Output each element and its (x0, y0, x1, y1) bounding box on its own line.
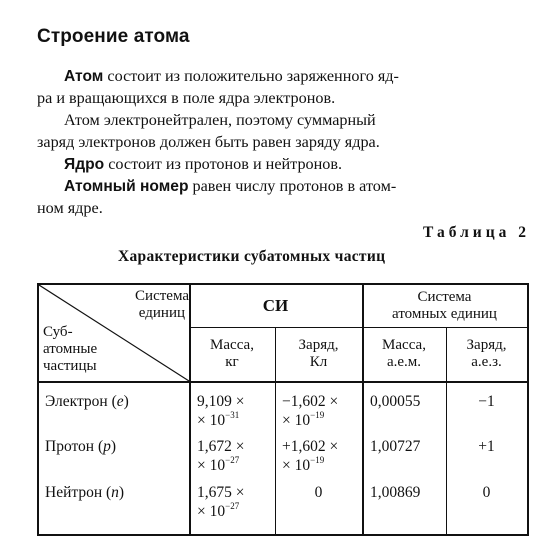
proton-mass-si (197, 437, 275, 475)
table-row-neutron (45, 483, 189, 502)
corner-particles-a: Суб- (43, 324, 73, 340)
term-atom: Атом (64, 68, 104, 85)
corner-particles-c: частицы (43, 358, 97, 374)
paragraph-neutral (37, 110, 527, 153)
particle-symbol: e (116, 393, 124, 410)
page-heading: Строение атома (37, 26, 190, 47)
value-mantissa: 9,109 × (197, 393, 245, 410)
proton-charge-si (282, 437, 362, 475)
neutron-charge-au: 0 (482, 484, 491, 501)
value-exponent: −27 (225, 500, 240, 511)
table-number: Таблица 2 (423, 224, 530, 241)
value-mantissa: 1,675 × (197, 484, 245, 501)
corner-system-label (103, 288, 189, 322)
electron-mass-au: 0,00055 (370, 393, 421, 410)
group-atomic-units (362, 289, 527, 323)
col-mass-au (362, 337, 446, 371)
paragraph-atomic-number-text-a: равен числу протонов в атом- (192, 177, 397, 195)
col-charge-si-b: Кл (309, 354, 328, 370)
value-base: × 10 (282, 412, 311, 429)
col-mass-si-a: Масса, (210, 337, 254, 353)
value-exponent: −31 (225, 409, 240, 420)
proton-charge-au: +1 (478, 438, 495, 455)
value-exponent: −19 (310, 454, 325, 465)
particle-name: Протон ( (45, 438, 104, 455)
particle-close: ) (123, 393, 129, 410)
table-hline-group (189, 327, 527, 328)
col-mass-au-a: Масса, (382, 337, 426, 353)
value-exponent: −27 (225, 454, 240, 465)
particle-symbol: n (111, 484, 119, 501)
col-mass-si (189, 337, 275, 371)
particle-name: Электрон ( (45, 393, 117, 410)
paragraph-nucleus (37, 154, 527, 176)
proton-mass-au: 1,00727 (370, 438, 421, 455)
paragraph-neutral-text-a: Атом электронейтрален, поэтому суммарный (64, 111, 376, 129)
electron-charge-si (282, 392, 362, 430)
col-charge-au-a: Заряд, (466, 337, 507, 353)
value-mantissa: −1,602 × (282, 393, 339, 410)
value-base: × 10 (197, 503, 226, 520)
col-charge-au-b: а.е.з. (471, 354, 502, 370)
paragraph-atom-text-b: ра и вращающихся в поле ядра электронов. (37, 88, 336, 107)
value-base: × 10 (282, 457, 311, 474)
table-row-electron (45, 392, 189, 411)
particle-close: ) (110, 438, 117, 455)
particle-name: Нейтрон ( (45, 484, 112, 501)
term-nucleus: Ядро (64, 156, 105, 173)
table-title: Характеристики субатомных частиц (118, 248, 386, 265)
term-atomic-number: Атомный номер (64, 178, 189, 195)
paragraph-neutral-text-b: заряд электронов должен быть равен заряду ядра. (37, 132, 380, 151)
particle-close: ) (118, 484, 125, 501)
electron-mass-si (197, 392, 275, 430)
paragraph-atomic-number (37, 176, 527, 219)
neutron-mass-au: 1,00869 (370, 484, 421, 501)
col-mass-au-b: а.е.м. (386, 354, 422, 370)
col-charge-si (275, 337, 362, 371)
paragraph-atom (37, 66, 527, 109)
table-row-proton (45, 437, 189, 456)
neutron-mass-si (197, 483, 275, 521)
corner-system-b: единиц (138, 305, 185, 321)
paragraph-atomic-number-text-b: ном ядре. (37, 198, 103, 217)
paragraph-nucleus-text: состоит из протонов и нейтронов. (108, 155, 343, 173)
col-charge-au (446, 337, 527, 371)
particles-table (37, 283, 529, 536)
group-atomic-units-b: атомных единиц (392, 306, 497, 322)
corner-system-a: Система (135, 288, 189, 304)
corner-particles-b: атомные (43, 341, 98, 357)
particle-symbol: p (103, 438, 111, 455)
group-si: СИ (262, 296, 289, 315)
col-charge-si-a: Заряд, (298, 337, 339, 353)
value-mantissa: 1,672 × (197, 438, 245, 455)
group-atomic-units-a: Система (417, 289, 472, 305)
value-mantissa: +1,602 × (282, 438, 339, 455)
paragraph-atom-text-a: состоит из положительно заряженного яд- (107, 67, 399, 85)
neutron-charge-si: 0 (314, 484, 323, 501)
col-mass-si-b: кг (225, 354, 239, 370)
value-exponent: −19 (310, 409, 325, 420)
value-base: × 10 (197, 412, 226, 429)
electron-charge-au: −1 (478, 393, 495, 410)
corner-particles-label (43, 324, 133, 375)
value-base: × 10 (197, 457, 226, 474)
